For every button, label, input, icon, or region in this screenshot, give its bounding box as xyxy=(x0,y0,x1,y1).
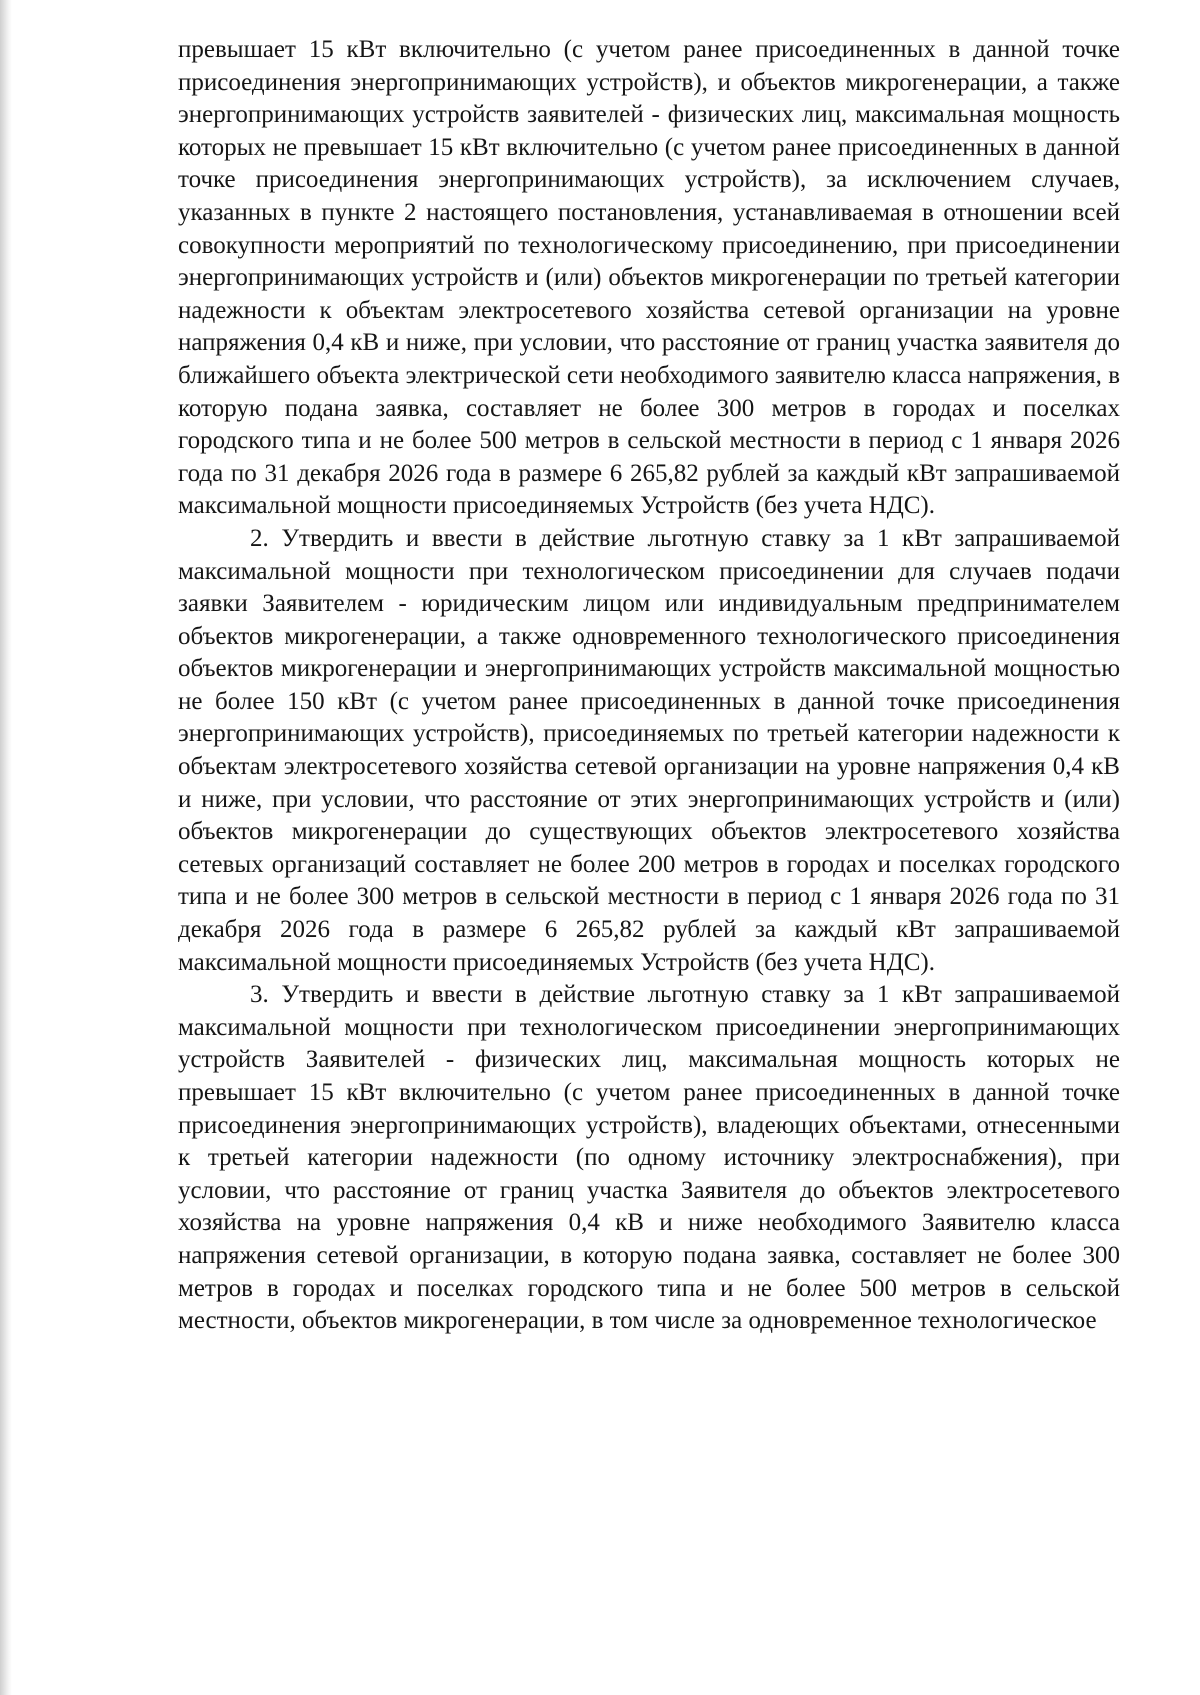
paragraph-item-2: 2. Утвердить и ввести в действие льготную ставку за 1 кВт запрашиваемой максимальной мощности при технологическом присоединении для случаев подачи заявки Заявителем - юридическим лицом или индивидуальным предпринимателем объектов микрогенерации, а также одновременного технологического присоединения объектов микрогенерации и энергопринимающих устройств максимальной мощностью не более 150 кВт (с учетом ранее присоединенных в данной точке присоединения энергопринимающих устройств), присоединяемых по третьей категории надежности к объектам электросетевого хозяйства сетевой организации на уровне напряжения 0,4 кВ и ниже, при условии, что расстояние от этих энергопринимающих устройств и (или) объектов микрогенерации до существующих объектов электросетевого хозяйства сетевых организаций составляет не более 200 метров в городах и поселках городского типа и не более 300 метров в сельской местности в период с 1 января 2026 года по 31 декабря 2026 года в размере 6 265,82 рублей за каждый кВт запрашиваемой максимальной мощности присоединяемых Устройств (без учета НДС). xyxy=(178,524,1120,976)
paragraph-item-3: 3. Утвердить и ввести в действие льготную ставку за 1 кВт запрашиваемой максимальной мощности при технологическом присоединении энергопринимающих устройств Заявителей - физических лиц, максимальная мощность которых не превышает 15 кВт включительно (с учетом ранее присоединенных в данной точке присоединения энергопринимающих устройств), владеющих объектами, отнесенными к третьей категории надежности (по одному источнику электроснабжения), при условии, что расстояние от границ участка Заявителя до объектов электросетевого хозяйства на уровне напряжения 0,4 кВ и ниже необходимого Заявителю класса напряжения сетевой организации, в которую подана заявка, составляет не более 300 метров в городах и поселках городского типа и не более 500 метров в сельской местности, объектов микрогенерации, в том числе за одновременное технологическое xyxy=(178,981,1120,1335)
paragraph-continuation: превышает 15 кВт включительно (с учетом ранее присоединенных в данной точке присоединения энергопринимающих устройств), и объектов микрогенерации, а также энергопринимающих устройств заявителей - физических лиц, максимальная мощность которых не превышает 15 кВт включительно (с учетом ранее присоединенных в данной точке присоединения энергопринимающих устройств), за исключением случаев, указанных в пункте 2 настоящего постановления, устанавливаемая в отношении всей совокупности мероприятий по технологическому присоединению, при присоединении энергопринимающих устройств и (или) объектов микрогенерации по третьей категории надежности к объектам электросетевого хозяйства сетевой организации на уровне напряжения 0,4 кВ и ниже, при условии, что расстояние от границ участка заявителя до ближайшего объекта электрической сети необходимого заявителю класса напряжения, в которую подана заявка, составляет не более 300 метров в городах и поселках городского типа и не более 500 метров в сельской местности в период с 1 января 2026 года по 31 декабря 2026 года в размере 6 265,82 рублей за каждый кВт запрашиваемой максимальной мощности присоединяемых Устройств (без учета НДС). xyxy=(178,36,1120,520)
